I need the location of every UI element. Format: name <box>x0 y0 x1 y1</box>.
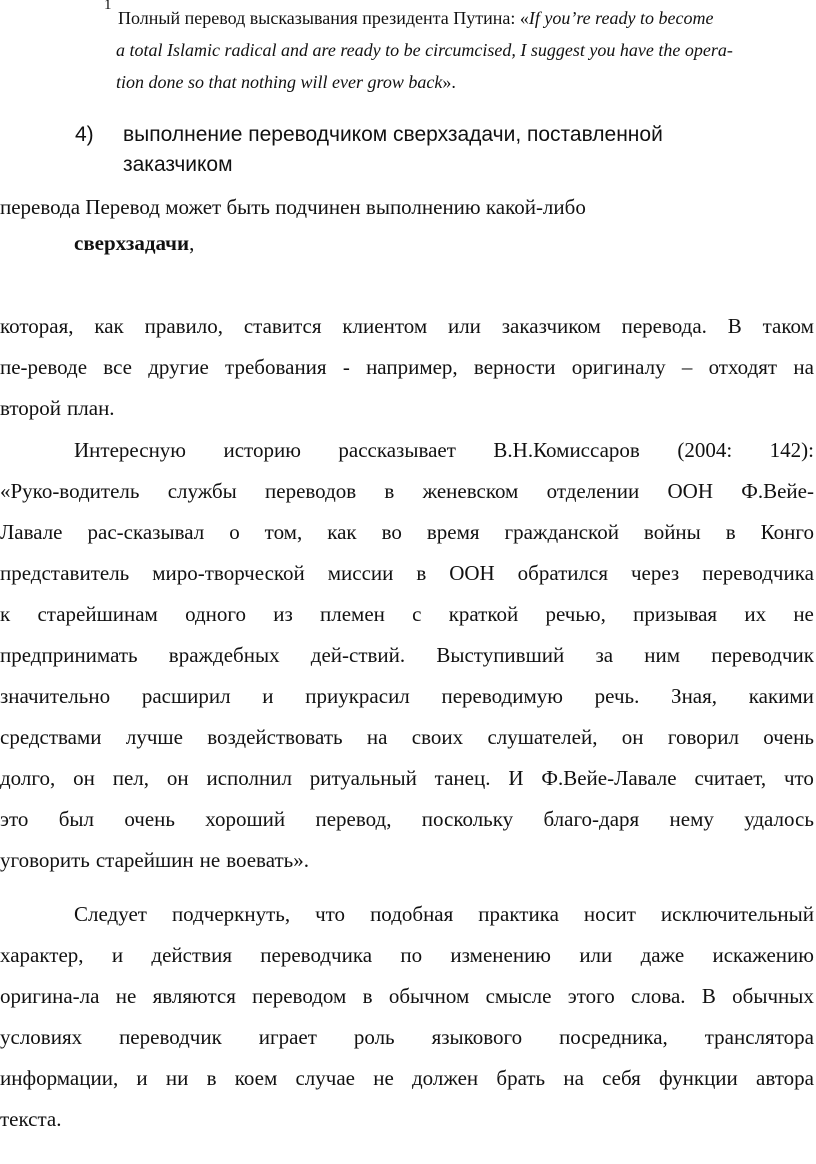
paragraph-2 <box>0 430 814 881</box>
word: из <box>273 602 293 626</box>
footnote-quote-1: If you’re ready to become <box>528 8 714 28</box>
word: подобная <box>370 902 454 926</box>
paragraph-2-line <box>0 676 814 717</box>
word: в <box>362 984 373 1008</box>
word: и <box>111 943 124 967</box>
word: не <box>373 1066 394 1090</box>
word: переводом <box>252 984 347 1008</box>
word: не <box>793 602 814 626</box>
word: в <box>206 1066 217 1090</box>
word: миро-творческой <box>152 561 305 585</box>
paragraph-3-line <box>0 1058 814 1099</box>
word: переводчика <box>702 561 814 585</box>
word: одного <box>185 602 246 626</box>
word: верности <box>473 355 556 379</box>
word: Интересную <box>74 438 186 462</box>
paragraph-2-line <box>0 799 814 840</box>
word: он <box>621 725 644 749</box>
word: предпринимать <box>0 643 138 667</box>
word: хороший <box>205 807 286 831</box>
word: транслятора <box>704 1025 814 1049</box>
word: ООН <box>667 479 714 503</box>
paragraph-1-line <box>0 347 814 388</box>
word: действия <box>151 943 232 967</box>
word: очень <box>124 807 175 831</box>
word: отделении <box>546 479 640 503</box>
word: играет <box>258 1025 317 1049</box>
word: за <box>595 643 614 667</box>
paragraph-3-line <box>0 935 814 976</box>
word: удалось <box>744 807 814 831</box>
paragraph-3-line <box>0 894 814 935</box>
word: переводимую <box>441 684 563 708</box>
paragraph-2-line <box>0 635 814 676</box>
item-heading-text <box>123 120 763 180</box>
word: таком <box>762 314 814 338</box>
word: «Руко-водитель <box>0 479 140 503</box>
word: 142): <box>769 438 814 462</box>
word: ним <box>644 643 681 667</box>
word: перевод, <box>315 807 392 831</box>
word: носит <box>583 902 636 926</box>
intro-line: перевода Перевод может быть подчинен выполнению какой-либо <box>0 195 586 219</box>
word: условиях <box>0 1025 83 1049</box>
paragraph-3 <box>0 894 814 1140</box>
item-number: 4) <box>75 123 94 146</box>
footnote <box>104 0 808 98</box>
word: во <box>381 520 402 544</box>
paragraph-2-line <box>0 717 814 758</box>
footnote-line-3 <box>108 66 808 98</box>
word: как <box>327 520 357 544</box>
word: очень <box>763 725 814 749</box>
word: он <box>166 766 189 790</box>
word: Конго <box>760 520 814 544</box>
word: требования <box>225 355 327 379</box>
word: войны <box>643 520 701 544</box>
word: В <box>727 314 742 338</box>
word: даже <box>640 943 685 967</box>
paragraph-2-line <box>0 553 814 594</box>
word: старейшинам <box>37 602 158 626</box>
word: информации, <box>0 1066 119 1090</box>
word: Зная, <box>671 684 718 708</box>
word: на <box>563 1066 584 1090</box>
bold-term: сверхзадачи <box>74 231 190 255</box>
word: изменению <box>450 943 551 967</box>
word: том, <box>264 520 303 544</box>
word: перевода. <box>621 314 707 338</box>
word: он <box>73 766 95 790</box>
word: был <box>58 807 95 831</box>
word: долго, <box>0 766 56 790</box>
word: Следует <box>74 902 147 926</box>
word: коем <box>234 1066 278 1090</box>
word: клиентом <box>342 314 428 338</box>
word: лучше <box>125 725 183 749</box>
item-heading-line-2: заказчиком <box>123 153 233 176</box>
word: их <box>744 602 767 626</box>
word: рассказывает <box>338 438 456 462</box>
paragraph-3-line <box>0 1017 814 1058</box>
word: ни <box>165 1066 189 1090</box>
word: уговорить <box>0 848 90 872</box>
footnote-line-1 <box>108 2 808 34</box>
paragraph-2-line <box>0 512 814 553</box>
word: краткой <box>448 602 519 626</box>
word: заказчиком <box>501 314 601 338</box>
word: характер, <box>0 943 84 967</box>
word: о <box>229 520 240 544</box>
paragraph-1-line <box>0 306 814 347</box>
word: пел, <box>112 766 149 790</box>
paragraph-2-line <box>0 840 814 881</box>
footnote-mark: 1 <box>104 0 112 13</box>
word: гражданской <box>504 520 619 544</box>
word: не <box>115 984 137 1008</box>
paragraph-3-line <box>0 1099 814 1140</box>
footnote-close: ». <box>442 72 456 92</box>
word: или <box>579 943 613 967</box>
word: (2004: <box>677 438 733 462</box>
word: расширил <box>141 684 231 708</box>
word: дей-ствий. <box>310 643 406 667</box>
word: – <box>681 355 693 379</box>
word: посредника, <box>559 1025 668 1049</box>
footnote-lead: Полный перевод высказывания президента Путина: « <box>118 8 529 28</box>
word: миссии <box>327 561 394 585</box>
word: в <box>725 520 736 544</box>
word: к <box>0 602 11 626</box>
word: приукрасил <box>305 684 410 708</box>
footnote-quote-3: tion done so that nothing will ever grow back <box>116 72 443 92</box>
word: которая, <box>0 314 74 338</box>
word: на <box>366 725 388 749</box>
paragraph-2-line <box>0 758 814 799</box>
word: роль <box>353 1025 395 1049</box>
word: в <box>416 561 427 585</box>
word: обратился <box>517 561 609 585</box>
word: все <box>103 355 132 379</box>
word: брать <box>496 1066 546 1090</box>
word: и <box>136 1066 148 1090</box>
word: воевать». <box>226 848 309 872</box>
word: пе-реводе <box>0 355 88 379</box>
paragraph-2-line <box>0 471 814 512</box>
word: этого <box>567 984 615 1008</box>
word: обычных <box>732 984 814 1008</box>
word: переводчик <box>711 643 814 667</box>
word: в <box>384 479 395 503</box>
word: через <box>630 561 680 585</box>
word: оригина-ла <box>0 984 100 1008</box>
word: по <box>400 943 423 967</box>
word: текста. <box>0 1107 62 1131</box>
word: своих <box>411 725 464 749</box>
word: В <box>701 984 716 1008</box>
word: искажению <box>712 943 814 967</box>
word: ставится <box>243 314 322 338</box>
word: представитель <box>0 561 130 585</box>
word: речь. <box>594 684 640 708</box>
word: правило, <box>144 314 224 338</box>
word: обычном <box>388 984 470 1008</box>
word: и <box>262 684 274 708</box>
word: В.Н.Комиссаров <box>493 438 640 462</box>
word: практика <box>478 902 559 926</box>
word: призывая <box>633 602 718 626</box>
word: какими <box>748 684 814 708</box>
word: враждебных <box>168 643 280 667</box>
word: случае <box>295 1066 355 1090</box>
word: время <box>426 520 480 544</box>
footnote-line-2 <box>108 34 808 66</box>
word: с <box>412 602 422 626</box>
intro-bold-line <box>74 228 194 258</box>
paragraph-3-line <box>0 976 814 1017</box>
paragraph-2-line <box>0 594 814 635</box>
word: благо-даря <box>543 807 640 831</box>
word: что <box>315 902 346 926</box>
word: переводчика <box>260 943 373 967</box>
word: подчеркнуть, <box>171 902 291 926</box>
word: Ф.Вейе-Лавале <box>541 766 677 790</box>
word: языкового <box>431 1025 523 1049</box>
word: службы <box>167 479 237 503</box>
word: воздействовать <box>207 725 343 749</box>
word: слова. <box>631 984 686 1008</box>
word: значительно <box>0 684 111 708</box>
word: переводчик <box>119 1025 222 1049</box>
word: исключительный <box>660 902 814 926</box>
word: танец. <box>434 766 491 790</box>
word: функции <box>659 1066 738 1090</box>
word: или <box>447 314 481 338</box>
word: ритуальный <box>309 766 417 790</box>
word: Ф.Вейе- <box>741 479 814 503</box>
word: ООН <box>449 561 495 585</box>
paragraph-2-line <box>0 430 814 471</box>
word: отходят <box>708 355 778 379</box>
word: Выступивший <box>436 643 565 667</box>
word: И <box>508 766 524 790</box>
word: план. <box>67 396 115 420</box>
word: племен <box>320 602 385 626</box>
word: например, <box>366 355 458 379</box>
word: говорил <box>667 725 739 749</box>
word: второй <box>0 396 62 420</box>
word: другие <box>148 355 209 379</box>
word: женевском <box>422 479 519 503</box>
word: средствами <box>0 725 102 749</box>
word: автора <box>756 1066 814 1090</box>
word: поскольку <box>421 807 514 831</box>
footnote-quote-2: a total Islamic radical and are ready to be circumcised, I suggest you have the opera- <box>116 40 733 60</box>
word: старейшин <box>95 848 194 872</box>
word: не <box>199 848 221 872</box>
word: это <box>0 807 29 831</box>
word: являются <box>152 984 236 1008</box>
word: что <box>783 766 814 790</box>
word: смысле <box>485 984 552 1008</box>
word: переводов <box>265 479 357 503</box>
item-heading-line-1: выполнение переводчиком сверхзадачи, поставленной <box>123 123 663 146</box>
word: речью, <box>545 602 606 626</box>
paragraph-1 <box>0 306 814 429</box>
word: на <box>793 355 814 379</box>
word: должен <box>411 1066 479 1090</box>
word: как <box>94 314 124 338</box>
word: слушателей, <box>487 725 598 749</box>
word: считает, <box>694 766 767 790</box>
word: Лавале <box>0 520 63 544</box>
word: - <box>342 355 350 379</box>
word: оригиналу <box>571 355 666 379</box>
word: исполнил <box>206 766 292 790</box>
word: нему <box>669 807 714 831</box>
paragraph-1-line <box>0 388 814 429</box>
word: рас-сказывал <box>87 520 205 544</box>
bold-term-comma: , <box>189 231 195 255</box>
word: историю <box>223 438 301 462</box>
word: себя <box>602 1066 641 1090</box>
